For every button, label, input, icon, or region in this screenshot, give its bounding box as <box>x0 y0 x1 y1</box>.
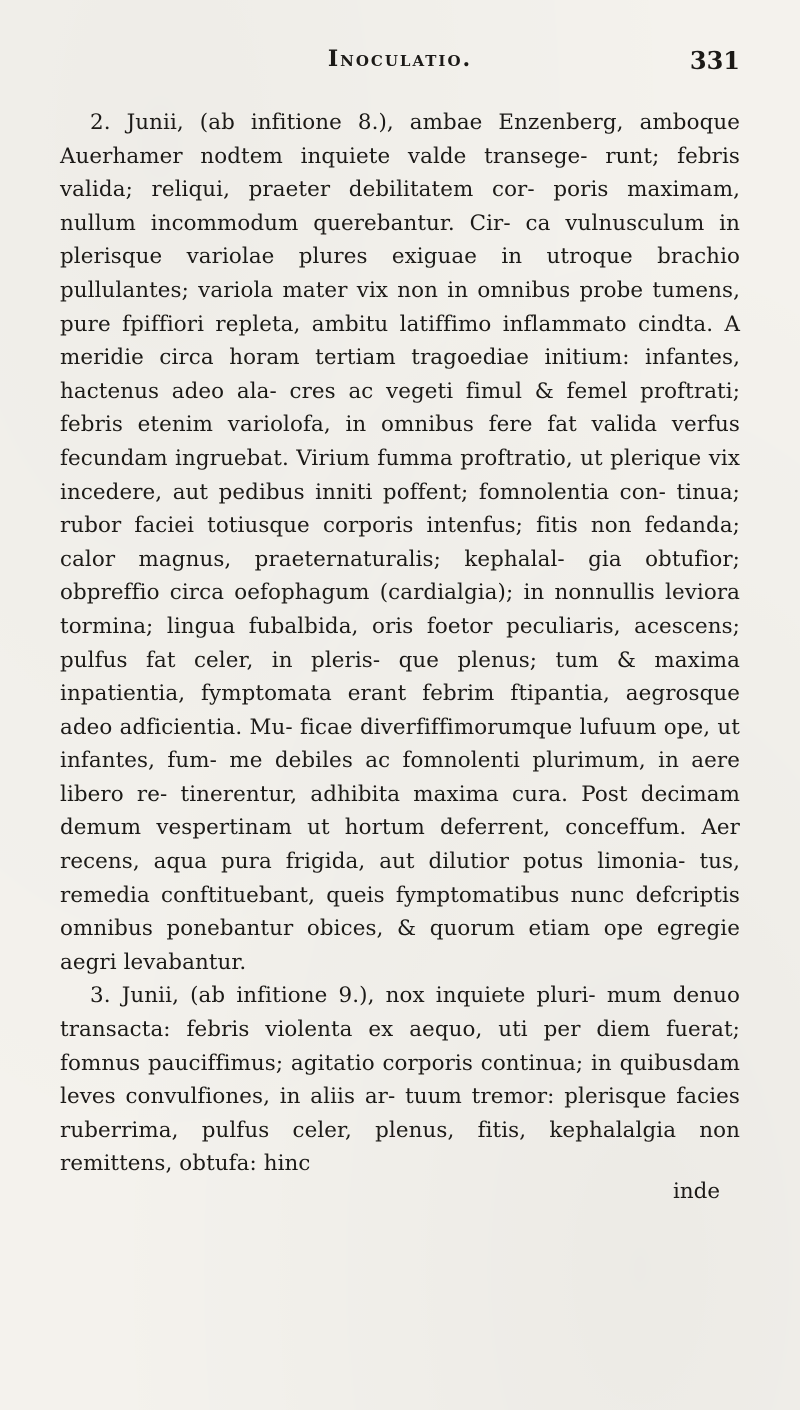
paragraph-junii-3 <box>60 979 740 1181</box>
page-number: 331 <box>689 46 740 75</box>
text-line: 2. Junii, (ab infitione 8.), ambae Enzenberg, <box>90 110 640 135</box>
body-text <box>60 106 740 1181</box>
text-line: mum denuo transacta: febris violenta ex aequo, uti <box>60 983 740 1043</box>
text-line: ca vulnusculum in plerisque variolae plures exiguae in <box>60 210 740 270</box>
text-line: ingruebat. Virium fumma proftratio, ut plerique vix <box>175 445 740 471</box>
text-line: erant febrim ftipantia, aegrosque adeo adficientia. Mu- <box>60 681 740 740</box>
text-line: utroque brachio pullulantes; variola mater vix non in <box>60 244 740 303</box>
text-line: tuum tremor: plerisque facies ruberrima, pulfus celer, <box>60 1084 740 1143</box>
page-header <box>60 46 740 86</box>
catchword: inde <box>673 1179 720 1204</box>
text-line: foetor peculiaris, acescens; pulfus fat celer, in pleris- <box>60 613 740 673</box>
text-line: defcriptis omnibus ponebantur obices, & quorum etiam <box>60 882 740 942</box>
paragraph-junii-2 <box>60 106 740 979</box>
text-line: ficae diverfiffimorumque lufuum ope, ut infantes, fum- <box>60 714 740 774</box>
text-line: continua; in quibusdam leves convulfiones, in aliis ar- <box>60 1050 740 1110</box>
running-head: Inoculatio. <box>327 46 473 72</box>
text-line: tus, remedia conftituebant, queis fymptomatibus nunc <box>60 849 740 908</box>
text-line: ope egregie aegri levabantur. <box>60 916 741 975</box>
text-line: cres ac vegeti fimul & femel proftrati; febris etenim <box>60 378 740 438</box>
text-line: incedere, aut pedibus inniti poffent; fomnolentia con- <box>60 479 666 505</box>
text-line: tinerentur, adhibita maxima cura. Post decimam demum <box>60 781 740 841</box>
text-line: recens, aqua pura frigida, aut dilutior potus limonia- <box>60 849 686 875</box>
text-line: plenus, fitis, kephalalgia non remittens, obtufa: hinc <box>60 1117 740 1177</box>
text-line: in nonnullis leviora tormina; lingua fubalbida, oris <box>60 580 741 639</box>
text-line: omnibus probe tumens, pure fpiffiori repleta, ambitu <box>60 277 740 337</box>
text-line: que plenus; tum & maxima inpatientia, fymptomata <box>60 647 741 707</box>
text-line: per diem fuerat; fomnus pauciffimus; agitatio corporis <box>60 1017 740 1076</box>
text-line: tertiam tragoediae initium: infantes, hactenus adeo ala- <box>60 345 741 404</box>
text-line: amboque Auerhamer nodtem inquiete valde transege- <box>60 110 740 169</box>
text-line: latiffimo inflammato cindta. A meridie circa horam <box>60 311 740 371</box>
text-line: variolofa, in omnibus fere fat valida verfus fecundam <box>60 412 740 471</box>
text-line: non fedanda; calor magnus, praeternaturalis; kephalal- <box>60 513 740 572</box>
text-line: tinua; rubor faciei totiusque corporis intenfus; fitis <box>60 479 740 539</box>
text-line: me debiles ac fomnolenti plurimum, in aere libero re- <box>60 748 740 807</box>
text-line: runt; febris valida; reliqui, praeter debilitatem cor- <box>60 143 740 203</box>
text-line: 3. Junii, (ab infitione 9.), nox inquiete pluri- <box>90 983 596 1009</box>
text-line: gia obtufior; obpreffio circa oefophagum (cardialgia); <box>60 546 740 606</box>
text-line: vespertinam ut hortum deferrent, conceffum. Aer <box>156 815 740 841</box>
text-line: poris maximam, nullum incommodum querebantur. Cir- <box>60 177 740 236</box>
